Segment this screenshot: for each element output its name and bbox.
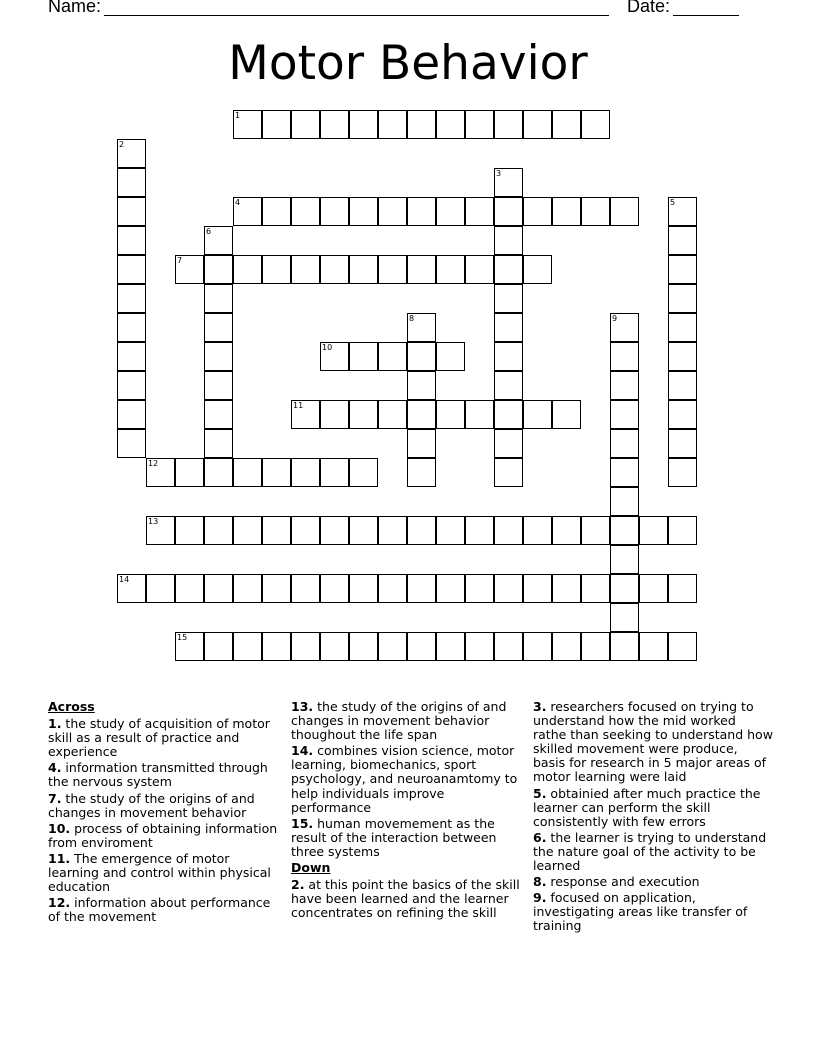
clues-column-2 (291, 700, 527, 922)
grid-cell[interactable] (291, 400, 320, 429)
grid-cell[interactable] (117, 255, 146, 284)
grid-cell[interactable] (610, 429, 639, 458)
clue-item (48, 761, 280, 789)
clue-number: 7 (177, 256, 183, 265)
clue-text: process of obtaining information from enviroment (48, 820, 278, 850)
grid-cell[interactable] (204, 371, 233, 400)
grid-cell[interactable] (552, 400, 581, 429)
grid-cell[interactable] (407, 516, 436, 545)
grid-cell[interactable] (204, 342, 233, 371)
grid-cell[interactable] (523, 110, 552, 139)
grid-cell[interactable] (349, 400, 378, 429)
grid-cell[interactable] (320, 197, 349, 226)
grid-cell[interactable] (291, 574, 320, 603)
clue-number-label: 10. (48, 820, 71, 836)
grid-cell[interactable] (465, 516, 494, 545)
clue-number: 3 (496, 169, 502, 178)
grid-cell[interactable] (407, 371, 436, 400)
clue-number-label: 3. (533, 699, 547, 714)
grid-cell[interactable] (494, 574, 523, 603)
grid-cell[interactable] (523, 400, 552, 429)
grid-cell[interactable] (407, 255, 436, 284)
clue-text: at this point the basics of the skill have been learned and the learner concentrates on refining the skill (291, 877, 520, 921)
grid-cell[interactable] (465, 632, 494, 661)
grid-cell[interactable] (639, 574, 668, 603)
grid-cell[interactable] (262, 110, 291, 139)
grid-cell[interactable] (610, 371, 639, 400)
grid-cell[interactable] (407, 342, 436, 371)
grid-cell[interactable] (204, 400, 233, 429)
clue-item (533, 831, 773, 873)
grid-cell[interactable] (436, 197, 465, 226)
grid-cell[interactable] (523, 632, 552, 661)
clue-text: information transmitted through the nervous system (48, 760, 268, 790)
name-field[interactable] (104, 15, 609, 16)
grid-cell[interactable] (407, 400, 436, 429)
grid-cell[interactable] (581, 197, 610, 226)
grid-cell[interactable] (610, 545, 639, 574)
clue-item (48, 852, 280, 894)
grid-cell[interactable] (378, 632, 407, 661)
grid-cell[interactable] (320, 110, 349, 139)
grid-cell[interactable] (581, 110, 610, 139)
clue-number-label: 12. (48, 895, 71, 911)
grid-cell[interactable] (436, 342, 465, 371)
grid-cell[interactable] (349, 110, 378, 139)
grid-cell[interactable] (610, 197, 639, 226)
grid-cell[interactable] (233, 516, 262, 545)
clue-number-label: 5. (533, 785, 547, 801)
page-title: Motor Behavior (228, 36, 588, 91)
grid-cell[interactable] (262, 574, 291, 603)
grid-cell[interactable] (668, 284, 697, 313)
grid-cell[interactable] (610, 342, 639, 371)
grid-cell[interactable] (639, 516, 668, 545)
grid-cell[interactable] (291, 632, 320, 661)
grid-cell[interactable] (117, 139, 146, 168)
clue-item (533, 891, 773, 933)
clue-number-label: 7. (48, 790, 62, 806)
clue-text: researchers focused on trying to understand how the mid worked rathe than seeking to understand how skilled movement were produce, basis for research in 5 major areas of motor learning were laid (533, 699, 773, 785)
grid-cell[interactable] (668, 197, 697, 226)
clue-number-label: 8. (533, 874, 547, 890)
clue-number: 15 (177, 633, 188, 642)
clue-item (291, 878, 527, 920)
grid-cell[interactable] (233, 574, 262, 603)
grid-cell[interactable] (407, 574, 436, 603)
grid-cell[interactable] (668, 632, 697, 661)
grid-cell[interactable] (349, 458, 378, 487)
grid-cell[interactable] (349, 342, 378, 371)
grid-cell[interactable] (146, 516, 175, 545)
grid-cell[interactable] (494, 516, 523, 545)
grid-cell[interactable] (378, 400, 407, 429)
clue-item (48, 822, 280, 850)
grid-cell[interactable] (233, 197, 262, 226)
clue-number-label: 14. (291, 743, 314, 759)
clue-text: the learner is trying to understand the nature goal of the activity to be learned (533, 829, 767, 874)
grid-cell[interactable] (494, 313, 523, 342)
grid-cell[interactable] (407, 429, 436, 458)
grid-cell[interactable] (494, 255, 523, 284)
grid-cell[interactable] (494, 429, 523, 458)
grid-cell[interactable] (436, 574, 465, 603)
grid-cell[interactable] (349, 255, 378, 284)
clue-item (48, 792, 280, 820)
clue-item (48, 896, 280, 924)
grid-cell[interactable] (320, 342, 349, 371)
clue-number: 2 (119, 140, 125, 149)
grid-cell[interactable] (523, 574, 552, 603)
clue-text: information about performance of the movement (48, 895, 271, 925)
grid-cell[interactable] (146, 574, 175, 603)
grid-cell[interactable] (117, 342, 146, 371)
grid-cell[interactable] (146, 458, 175, 487)
grid-cell[interactable] (436, 516, 465, 545)
date-label: Date: (627, 0, 671, 16)
clue-text: combines vision science, motor learning, biomechanics, sport psychology, and neuroanamtomy to help individuals improve performance (291, 743, 518, 815)
grid-cell[interactable] (117, 574, 146, 603)
grid-cell[interactable] (494, 226, 523, 255)
grid-cell[interactable] (262, 516, 291, 545)
clue-text: human movemement as the result of the interaction between three systems (291, 815, 497, 859)
grid-cell[interactable] (262, 632, 291, 661)
clue-text: response and execution (546, 874, 700, 890)
clue-number: 8 (409, 314, 415, 323)
grid-cell[interactable] (349, 197, 378, 226)
grid-cell[interactable] (349, 632, 378, 661)
clue-number: 11 (293, 401, 304, 410)
clues-column-1 (48, 700, 280, 926)
grid-cell[interactable] (117, 371, 146, 400)
grid-cell[interactable] (233, 110, 262, 139)
grid-cell[interactable] (262, 255, 291, 284)
grid-cell[interactable] (204, 632, 233, 661)
grid-cell[interactable] (465, 574, 494, 603)
grid-cell[interactable] (407, 313, 436, 342)
grid-cell[interactable] (175, 255, 204, 284)
grid-cell[interactable] (320, 400, 349, 429)
grid-cell[interactable] (668, 574, 697, 603)
grid-cell[interactable] (378, 516, 407, 545)
down-heading: Down (291, 860, 331, 876)
clue-item (291, 744, 527, 814)
clue-text: focused on application, investigating areas like transfer of training (533, 890, 748, 934)
grid-cell[interactable] (175, 574, 204, 603)
grid-cell[interactable] (378, 110, 407, 139)
grid-cell[interactable] (262, 197, 291, 226)
clue-number-label: 11. (48, 850, 71, 866)
grid-cell[interactable] (175, 632, 204, 661)
clue-number: 12 (148, 459, 159, 468)
grid-cell[interactable] (523, 255, 552, 284)
grid-cell[interactable] (552, 632, 581, 661)
grid-cell[interactable] (436, 632, 465, 661)
grid-cell[interactable] (291, 197, 320, 226)
grid-cell[interactable] (552, 197, 581, 226)
grid-cell[interactable] (494, 110, 523, 139)
clue-number: 1 (235, 111, 241, 120)
clue-text: the study of acquisition of motor skill as a result of practice and experience (48, 716, 270, 760)
grid-cell[interactable] (552, 574, 581, 603)
grid-cell[interactable] (291, 458, 320, 487)
clue-item (48, 717, 280, 759)
grid-cell[interactable] (610, 603, 639, 632)
grid-cell[interactable] (175, 458, 204, 487)
grid-cell[interactable] (349, 516, 378, 545)
name-label: Name: (48, 0, 102, 16)
grid-cell[interactable] (117, 284, 146, 313)
grid-cell[interactable] (117, 400, 146, 429)
clue-item (533, 787, 773, 829)
grid-cell[interactable] (436, 110, 465, 139)
grid-cell[interactable] (291, 110, 320, 139)
grid-cell[interactable] (581, 516, 610, 545)
grid-cell[interactable] (610, 632, 639, 661)
grid-cell[interactable] (204, 574, 233, 603)
grid-cell[interactable] (117, 313, 146, 342)
grid-cell[interactable] (494, 632, 523, 661)
grid-cell[interactable] (494, 197, 523, 226)
across-heading: Across (48, 699, 95, 714)
clue-number: 10 (322, 343, 333, 352)
grid-cell[interactable] (320, 632, 349, 661)
grid-cell[interactable] (378, 197, 407, 226)
grid-cell[interactable] (494, 400, 523, 429)
grid-cell[interactable] (117, 168, 146, 197)
grid-cell[interactable] (668, 516, 697, 545)
grid-cell[interactable] (233, 255, 262, 284)
grid-cell[interactable] (204, 516, 233, 545)
clue-text: The emergence of motor learning and control within physical education (48, 850, 271, 895)
grid-cell[interactable] (378, 574, 407, 603)
clue-number-label: 2. (291, 877, 305, 893)
grid-cell[interactable] (668, 400, 697, 429)
grid-cell[interactable] (465, 400, 494, 429)
clue-number-label: 6. (533, 829, 547, 845)
clue-item (291, 817, 527, 859)
grid-cell[interactable] (407, 110, 436, 139)
grid-cell[interactable] (407, 458, 436, 487)
grid-cell[interactable] (407, 197, 436, 226)
grid-cell[interactable] (204, 284, 233, 313)
clue-text: obtainied after much practice the learner can perform the skill consistently with few errors (533, 785, 761, 829)
grid-cell[interactable] (494, 458, 523, 487)
grid-cell[interactable] (668, 458, 697, 487)
grid-cell[interactable] (378, 342, 407, 371)
grid-cell[interactable] (407, 632, 436, 661)
grid-cell[interactable] (668, 255, 697, 284)
grid-cell[interactable] (320, 574, 349, 603)
clue-item (533, 875, 773, 889)
grid-cell[interactable] (204, 429, 233, 458)
clue-number-label: 1. (48, 716, 62, 732)
clue-item (291, 700, 527, 742)
clue-number: 9 (612, 314, 618, 323)
grid-cell[interactable] (233, 632, 262, 661)
grid-cell[interactable] (262, 458, 291, 487)
clue-number-label: 4. (48, 760, 62, 776)
clue-text: the study of the origins of and changes in movement behavior thoughout the life span (291, 699, 507, 743)
grid-cell[interactable] (610, 313, 639, 342)
clue-number: 14 (119, 575, 130, 584)
grid-cell[interactable] (523, 197, 552, 226)
grid-cell[interactable] (117, 226, 146, 255)
grid-cell[interactable] (436, 255, 465, 284)
grid-cell[interactable] (320, 255, 349, 284)
grid-cell[interactable] (610, 400, 639, 429)
grid-cell[interactable] (204, 255, 233, 284)
grid-cell[interactable] (465, 197, 494, 226)
grid-cell[interactable] (552, 110, 581, 139)
date-field[interactable] (673, 15, 739, 16)
grid-cell[interactable] (581, 632, 610, 661)
grid-cell[interactable] (494, 168, 523, 197)
grid-cell[interactable] (639, 632, 668, 661)
grid-cell[interactable] (668, 429, 697, 458)
grid-cell[interactable] (610, 458, 639, 487)
grid-cell[interactable] (610, 574, 639, 603)
header-row (0, 0, 816, 22)
grid-cell[interactable] (523, 516, 552, 545)
clue-number: 4 (235, 198, 241, 207)
grid-cell[interactable] (204, 313, 233, 342)
grid-cell[interactable] (117, 429, 146, 458)
grid-cell[interactable] (494, 371, 523, 400)
grid-cell[interactable] (320, 458, 349, 487)
grid-cell[interactable] (117, 197, 146, 226)
grid-cell[interactable] (291, 516, 320, 545)
grid-cell[interactable] (320, 516, 349, 545)
grid-cell[interactable] (552, 516, 581, 545)
clue-item (533, 700, 773, 785)
grid-cell[interactable] (668, 371, 697, 400)
grid-cell[interactable] (465, 255, 494, 284)
grid-cell[interactable] (349, 574, 378, 603)
grid-cell[interactable] (436, 400, 465, 429)
grid-cell[interactable] (291, 255, 320, 284)
grid-cell[interactable] (668, 313, 697, 342)
grid-cell[interactable] (378, 255, 407, 284)
grid-cell[interactable] (465, 110, 494, 139)
grid-cell[interactable] (494, 284, 523, 313)
grid-cell[interactable] (610, 516, 639, 545)
clue-number: 6 (206, 227, 212, 236)
grid-cell[interactable] (204, 458, 233, 487)
clue-number: 13 (148, 517, 159, 526)
clue-number-label: 15. (291, 815, 314, 831)
clue-text: the study of the origins of and changes in movement behavior (48, 790, 255, 820)
clues-column-3 (533, 700, 773, 936)
grid-cell[interactable] (204, 226, 233, 255)
grid-cell[interactable] (610, 487, 639, 516)
grid-cell[interactable] (668, 226, 697, 255)
clue-number: 5 (670, 198, 676, 207)
grid-cell[interactable] (494, 342, 523, 371)
clue-number-label: 9. (533, 890, 547, 906)
grid-cell[interactable] (581, 574, 610, 603)
grid-cell[interactable] (233, 458, 262, 487)
clue-number-label: 13. (291, 699, 314, 714)
grid-cell[interactable] (668, 342, 697, 371)
grid-cell[interactable] (175, 516, 204, 545)
